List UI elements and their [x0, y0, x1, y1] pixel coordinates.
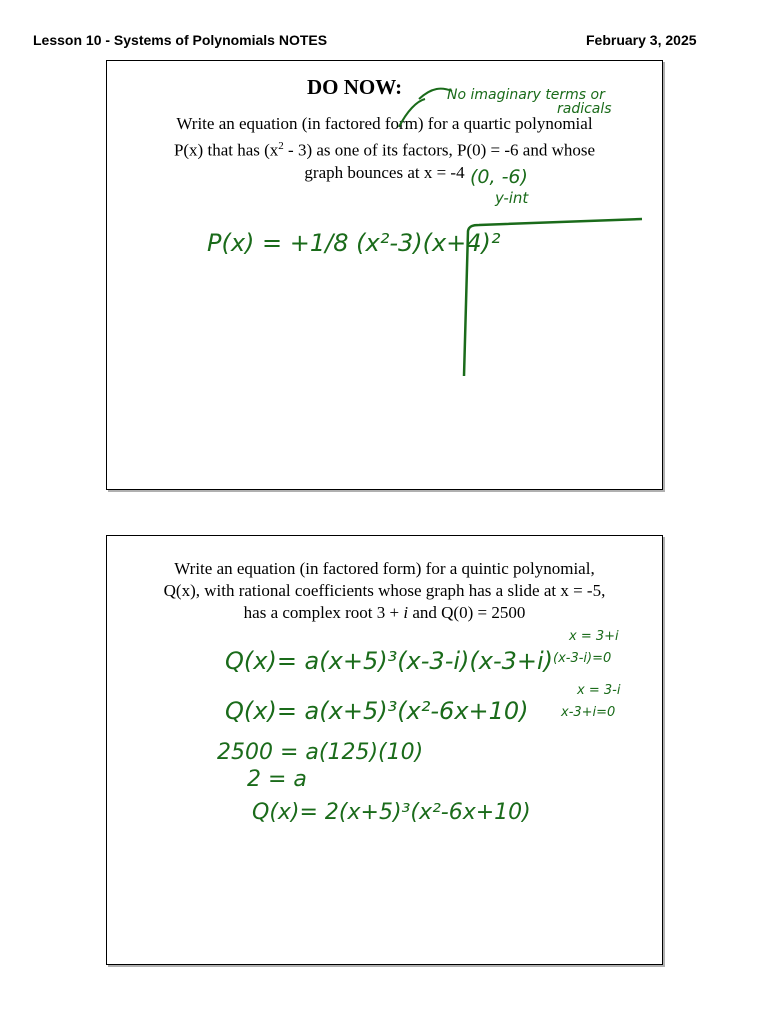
- lesson-title: Lesson 10 - Systems of Polynomials NOTES: [33, 32, 328, 48]
- handwritten-step: 2 = a: [247, 767, 307, 792]
- page-header: [0, 0, 768, 60]
- imaginary-unit: i: [403, 603, 409, 622]
- handwritten-point-label: y-int: [495, 189, 529, 207]
- handwritten-note: radicals: [557, 101, 612, 117]
- slide-title: DO NOW:: [307, 75, 403, 99]
- annotation-arrow: [399, 99, 425, 127]
- handwritten-step: Q(x)= a(x+5)³(x-3-i)(x-3+i): [225, 647, 554, 675]
- handwritten-step: Q(x)= a(x+5)³(x²-6x+10): [225, 697, 529, 725]
- slide-do-now: [106, 60, 663, 490]
- problem-line: Write an equation (in factored form) for a quintic polynomial,: [174, 559, 595, 578]
- handwritten-step: Q(x)= 2(x+5)³(x²-6x+10): [252, 800, 531, 825]
- lesson-date: February 3, 2025: [586, 32, 697, 48]
- problem-text: has a complex root 3 +: [243, 603, 404, 622]
- problem-line: Q(x), with rational coefficients whose graph has a slide at x = -5,: [163, 581, 606, 600]
- handwritten-point: (0, -6): [470, 166, 528, 188]
- problem-line: graph bounces at x = -4: [304, 162, 465, 182]
- problem-line: Write an equation (in factored form) for a quartic polynomial: [176, 114, 593, 133]
- problem-text: P(x) that has (x: [173, 140, 279, 160]
- handwritten-step: 2500 = a(125)(10): [217, 740, 424, 765]
- handwritten-side-note: x-3+i=0: [561, 705, 616, 720]
- handwritten-note: No imaginary terms or: [447, 87, 605, 103]
- handwritten-equation: P(x) = +1/8 (x²-3)(x+4)²: [207, 229, 501, 257]
- handwritten-side-note: x = 3-i: [577, 683, 621, 698]
- handwritten-side-note: (x-3-i)=0: [553, 651, 612, 666]
- handwriting-layer: [107, 536, 662, 964]
- handwriting-layer: [107, 61, 662, 489]
- exponent: 2: [278, 140, 284, 152]
- problem-text: and Q(0) = 2500: [408, 603, 526, 622]
- handwritten-side-note: x = 3+i: [569, 629, 619, 644]
- problem-text: - 3) as one of its factors, P(0) = -6 and whose: [283, 140, 596, 160]
- slide-problem-2: [106, 535, 663, 965]
